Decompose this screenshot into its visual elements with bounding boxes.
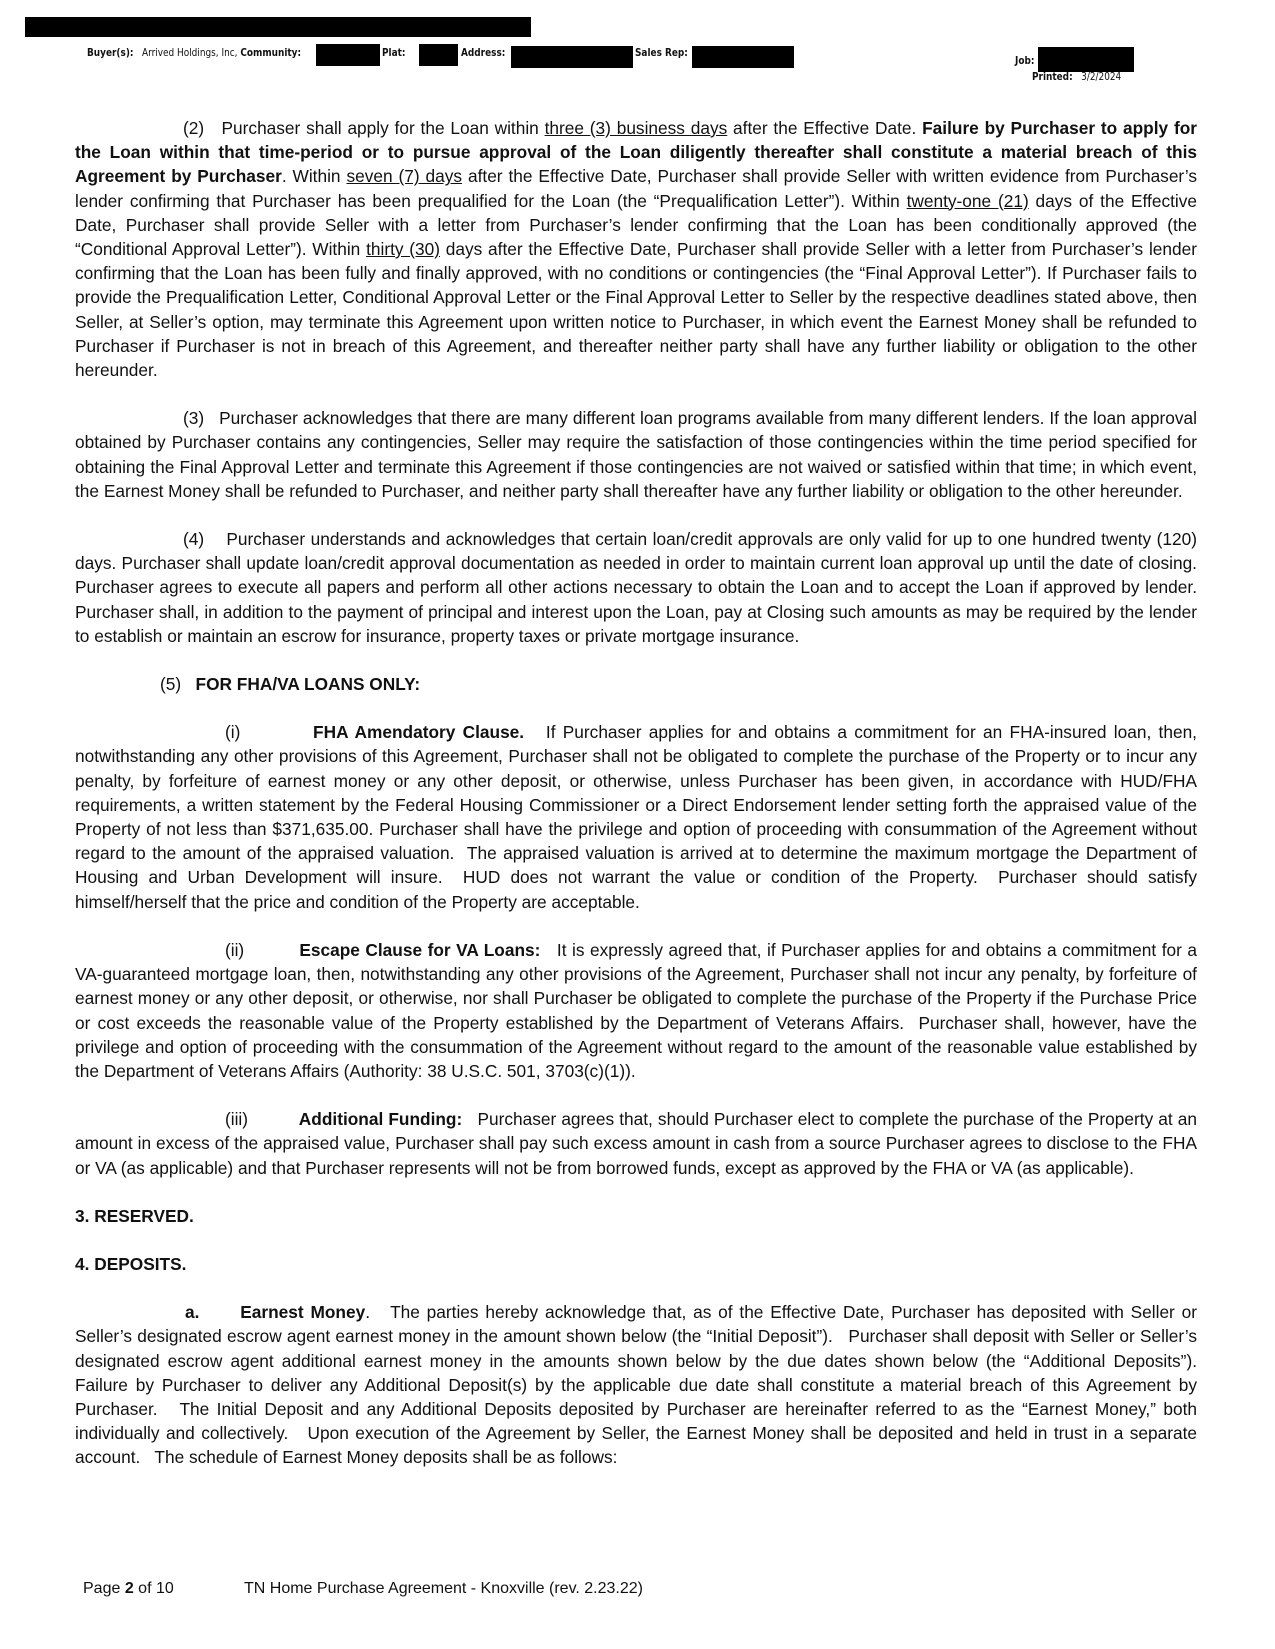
page-number: 2 bbox=[124, 1580, 134, 1597]
header-buyer-row bbox=[87, 47, 301, 59]
text-run: (4) Purchaser understands and acknowledges that certain loan/credit approvals are only valid for up to one hundred twenty (120) days. Purchaser shall update loan/credit approval documentation as needed in order to maintain current loan approval up until the date of closing. Purchaser agrees to execute all papers and perform all other actions necessary to obtain the Loan and to accept the Loan if approved by lender. Purchaser shall, in addition to the payment of principal and interest upon the Loan, pay at Closing such amounts as may be required by the lender to establish or maintain an escrow for insurance, property taxes or private mortgage insurance. bbox=[75, 529, 1202, 646]
printed-row bbox=[1032, 71, 1121, 83]
paragraph bbox=[75, 938, 1202, 1083]
text-run: (ii) bbox=[225, 939, 300, 960]
section-heading bbox=[75, 1252, 1197, 1276]
text-run: 4. DEPOSITS. bbox=[75, 1253, 187, 1274]
address-label: Address: bbox=[461, 47, 506, 59]
redaction-title bbox=[25, 17, 531, 37]
paragraph bbox=[75, 1300, 1212, 1469]
text-run: after the Effective Date, Purchaser shall provide Seller with written evidence from Purchaser’s lender confirming that Purchaser has been prequalified for the Loan (the “Prequalification Letter”). Within bbox=[75, 166, 1202, 211]
text-run: . The parties hereby acknowledge that, as of the Effective Date, Purchaser has deposited with Seller or Seller’s designated escrow agent earnest money in the amount shown below (the “Initial Deposit”). Purchaser shall deposit with Seller or Seller’s designated escrow agent additional earnest money in the amounts shown below by the due dates shown below (the “Additional Deposits”). Failure by Purchaser to deliver any Additional Deposit(s) by the applicable due date shall constitute a material breach of this Agreement by Purchaser. The Initial Deposit and any Additional Deposits deposited by Purchaser are hereinafter referred to as the “Earnest Money,” both individually and collectively. Upon execution of the Agreement by Seller, the Earnest Money shall be deposited and held in trust in a separate account. The schedule of Earnest Money deposits shall be as follows: bbox=[75, 1302, 1212, 1468]
document-body bbox=[75, 116, 1212, 1494]
bold-text: Failure by Purchaser to apply for the Loan within that time-period or to pursue approval of the Loan diligently thereafter shall constitute a material breach of this Agreement by Purchaser bbox=[75, 118, 1202, 187]
text-run: days after the Effective Date, Purchaser shall provide Seller with a letter from Purchaser’s lender confirming that the Loan has been fully and finally approved, with no conditions or contingencies (the “Final Approval Letter”). If Purchaser fails to provide the Prequalification Letter, Conditional Approval Letter or the Final Approval Letter to Seller by the respective deadlines stated above, then Seller, at Seller’s option, may terminate this Agreement upon written notice to Purchaser, in which event the Earnest Money shall be refunded to Purchaser if Purchaser is not in breach of this Agreement, and thereafter neither party shall have any further liability or obligation to the other hereunder. bbox=[75, 239, 1202, 381]
underlined-text: seven (7) days bbox=[346, 166, 463, 187]
underlined-text: three (3) business days bbox=[544, 118, 728, 138]
footer-doc-title: TN Home Purchase Agreement - Knoxville (rev. 2.23.22) bbox=[244, 1580, 643, 1597]
redaction-community bbox=[316, 44, 380, 66]
redaction-plat bbox=[419, 44, 458, 66]
bold-text: FOR FHA/VA LOANS ONLY: bbox=[195, 674, 421, 695]
section-heading bbox=[75, 1204, 1197, 1228]
bold-text: Additional Funding: bbox=[298, 1109, 463, 1130]
community-label: Community: bbox=[240, 47, 302, 59]
paragraph bbox=[75, 406, 1202, 503]
text-run: If Purchaser applies for and obtains a commitment for an FHA-insured loan, then, notwithstanding any other provisions of this Agreement, Purchaser shall not be obligated to complete the purchase of the Property or to incur any penalty, by forfeiture of earnest money or any other deposit, or otherwise, unless Purchaser has been given, in accordance with HUD/FHA requirements, a written statement by the Federal Housing Commissioner or a Direct Endorsement lender setting forth the appraised value of the Property of not less than $371,635.00. Purchaser shall have the privilege and option of proceeding with consummation of the Agreement without regard to the amount of the appraised valuation. The appraised valuation is arrived at to determine the maximum mortgage the Department of Housing and Urban Development will insure. HUD does not warrant the value or condition of the Property. Purchaser should satisfy himself/herself that the price and condition of the Property are acceptable. bbox=[75, 722, 1202, 912]
redaction-job bbox=[1038, 47, 1134, 72]
text-run: days of the Effective Date, Purchaser shall provide Seller with a letter from Purchaser’s lender confirming that the Loan has been conditionally approved (the “Conditional Approval Letter”). Within bbox=[75, 190, 1202, 260]
bold-text: a. Earnest Money bbox=[185, 1302, 366, 1323]
text-run: (3) Purchaser acknowledges that there are many different loan programs available from many different lenders. If the loan approval obtained by Purchaser contains any contingencies, Seller may require the satisfaction of those contingencies within the time period specified for obtaining the Final Approval Letter and terminate this Agreement if those contingencies are not waived or satisfied within that time; in which event, the Earnest Money shall be refunded to Purchaser, and neither party shall thereafter have any further liability or obligation to the other hereunder. bbox=[75, 408, 1202, 501]
sales-rep-label: Sales Rep: bbox=[635, 47, 688, 59]
text-run: It is expressly agreed that, if Purchaser applies for and obtains a commitment for a VA-guaranteed mortgage loan, then, notwithstanding any other provisions of the Agreement, Purchaser shall not incur any penalty, by forfeiture of earnest money or any other deposit, or otherwise, nor shall Purchaser be obligated to complete the purchase of the Property if the Purchase Price or cost exceeds the reasonable value of the Property established by the Department of Veterans Affairs. Purchaser shall, however, have the privilege and option of proceeding with the consummation of the Agreement without regard to the amount of the reasonable value established by the Department of Veterans Affairs (Authority: 38 U.S.C. 501, 3703(c)(1)). bbox=[75, 939, 1202, 1081]
bold-text: Escape Clause for VA Loans: bbox=[299, 939, 541, 960]
printed-date: 3/2/2024 bbox=[1081, 71, 1122, 83]
paragraph bbox=[75, 527, 1202, 648]
printed-label: Printed: bbox=[1032, 71, 1073, 83]
page-total: of 10 bbox=[133, 1580, 174, 1597]
paragraph bbox=[75, 116, 1202, 382]
underlined-text: twenty-one (21) bbox=[906, 190, 1029, 211]
text-run: after the Effective Date. bbox=[727, 118, 923, 138]
job-label: Job: bbox=[1015, 55, 1035, 67]
page-prefix: Page bbox=[83, 1580, 125, 1597]
text-run: (5) bbox=[160, 674, 196, 695]
plat-label: Plat: bbox=[382, 47, 406, 59]
paragraph bbox=[75, 1107, 1202, 1180]
paragraph bbox=[75, 672, 1197, 696]
redaction-address bbox=[511, 46, 633, 68]
text-run: . Within bbox=[281, 166, 347, 187]
bold-text: FHA Amendatory Clause. bbox=[313, 722, 525, 743]
paragraph bbox=[75, 720, 1202, 914]
redaction-sales-rep bbox=[692, 46, 794, 68]
buyer-value: Arrived Holdings, Inc, bbox=[141, 47, 238, 59]
buyer-label: Buyer(s): bbox=[87, 47, 134, 59]
underlined-text: thirty (30) bbox=[366, 239, 441, 260]
footer-page-number bbox=[83, 1580, 174, 1598]
text-run: (i) bbox=[225, 722, 314, 743]
text-run: Purchaser agrees that, should Purchaser elect to complete the purchase of the Property at an amount in excess of the appraised value, Purchaser shall pay such excess amount in cash from a source Purchaser agrees to disclose to the FHA or VA (as applicable) and that Purchaser represents will not be from borrowed funds, except as approved by the FHA or VA (as applicable). bbox=[75, 1109, 1202, 1178]
text-run: 3. RESERVED. bbox=[75, 1205, 194, 1226]
text-run: (iii) bbox=[225, 1109, 299, 1130]
text-run: (2) Purchaser shall apply for the Loan within bbox=[183, 118, 545, 138]
